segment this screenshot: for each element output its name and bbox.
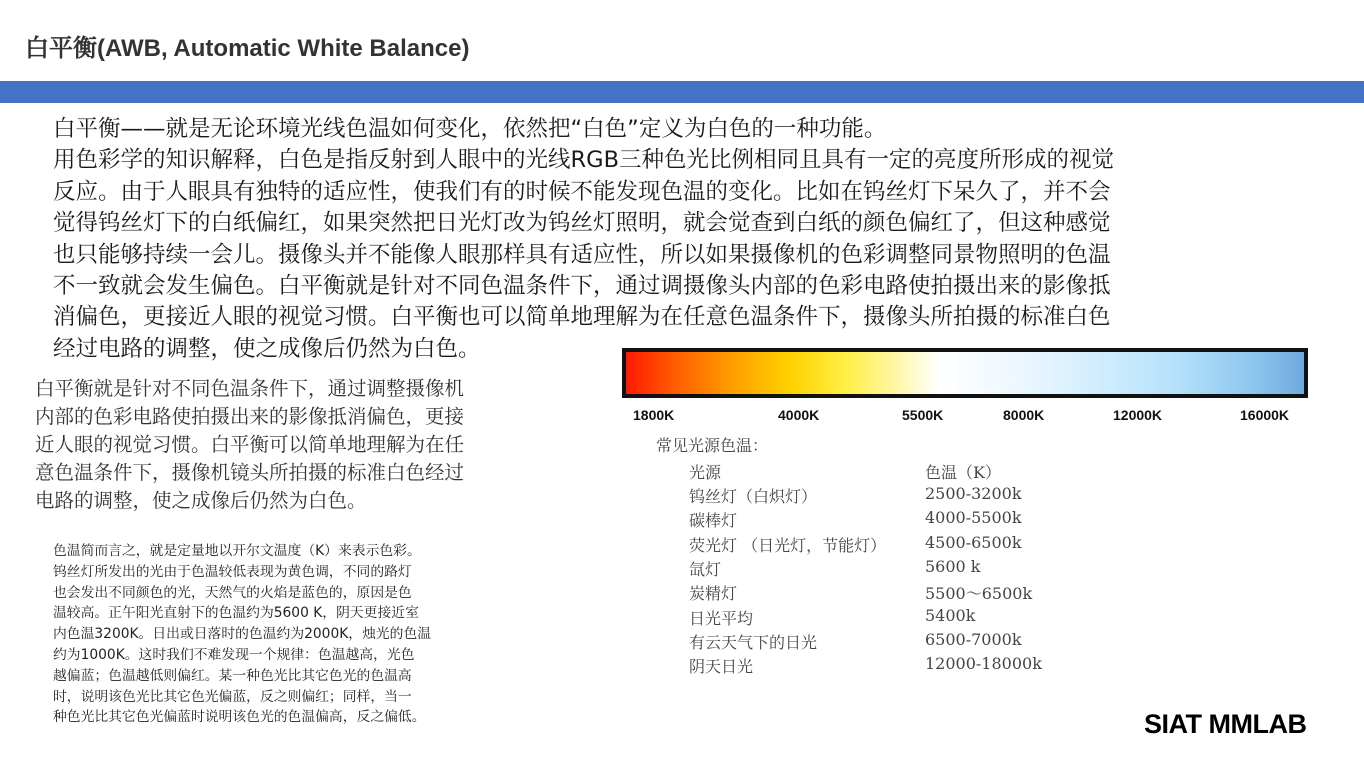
slide-title: 白平衡(AWB, Automatic White Balance) — [25, 35, 470, 62]
table-row — [689, 630, 1309, 654]
summary-paragraph-line: 白平衡就是针对不同色温条件下，通过调整摄像机 — [35, 377, 465, 400]
color-temperature-figure — [620, 345, 1315, 685]
row-temperature: 6500-7000k — [925, 630, 1022, 649]
main-paragraph-line: 白平衡——就是无论环境光线色温如何变化，依然把“白色”定义为白色的一种功能。 — [53, 116, 887, 142]
detail-paragraph-line: 钨丝灯所发出的光由于色温较低表现为黄色调，不同的路灯 — [53, 563, 412, 580]
light-source-table-title: 常见光源色温： — [656, 436, 769, 455]
detail-paragraph-line: 色温简而言之，就是定量地以开尔文温度（K）来表示色彩。 — [53, 543, 421, 559]
title-divider-bar — [0, 81, 1364, 103]
row-temperature: 5500～6500k — [925, 584, 1033, 603]
detail-paragraph-line: 内色温3200K。日出或日落时的色温约为2000K，烛光的色温 — [53, 626, 432, 643]
table-row — [689, 508, 1309, 532]
table-row — [689, 533, 1309, 557]
main-paragraph-line: 反应。由于人眼具有独特的适应性，使我们有的时候不能发现色温的变化。比如在钨丝灯下呆久了，并不会 — [53, 178, 1111, 205]
light-source-table-header — [689, 460, 1309, 484]
main-paragraph-line: 也只能够持续一会儿。摄像头并不能像人眼那样具有适应性，所以如果摄像机的色彩调整同景物照明的色温 — [53, 241, 1111, 268]
row-source: 炭精灯 — [689, 584, 738, 603]
table-row — [689, 606, 1309, 630]
scale-label-16000k: 16000K — [1240, 407, 1290, 423]
row-source: 日光平均 — [689, 609, 754, 628]
summary-paragraph — [35, 375, 545, 515]
row-source: 钨丝灯（白炽灯） — [689, 487, 818, 506]
summary-paragraph-line: 内部的色彩电路使拍摄出来的影像抵消偏色，更接 — [35, 405, 465, 428]
row-source: 氙灯 — [689, 560, 722, 579]
header-source: 光源 — [689, 463, 722, 482]
row-source: 阴天日光 — [689, 657, 754, 676]
scale-label-8000k: 8000K — [1003, 407, 1045, 423]
row-source: 有云天气下的日光 — [689, 633, 818, 652]
table-row — [689, 557, 1309, 581]
scale-label-4000k: 4000K — [778, 407, 820, 423]
lab-logo-text: SIAT MMLAB — [1144, 709, 1307, 739]
row-temperature: 5400k — [925, 606, 976, 625]
detail-paragraph-line: 也会发出不同颜色的光，天然气的火焰是蓝色的，原因是色 — [53, 584, 412, 601]
summary-paragraph-line: 近人眼的视觉习惯。白平衡可以简单地理解为在任 — [35, 433, 465, 456]
main-paragraph-line: 经过电路的调整，使之成像后仍然为白色。 — [53, 335, 481, 362]
detail-paragraph-line: 越偏蓝；色温越低则偏红。某一种色光比其它色光的色温高 — [53, 667, 412, 684]
detail-paragraph-line: 种色光比其它色光偏蓝时说明该色光的色温偏高，反之偏低。 — [53, 709, 426, 726]
scale-label-1800k: 1800K — [633, 407, 675, 423]
row-temperature: 2500-3200k — [925, 484, 1022, 503]
header-temperature: 色温（K） — [925, 463, 1001, 482]
main-paragraph — [53, 114, 1265, 365]
detail-paragraph-line: 温较高。正午阳光直射下的色温约为5600 K，阴天更接近室 — [53, 605, 419, 622]
main-paragraph-line: 觉得钨丝灯下的白纸偏红，如果突然把日光灯改为钨丝灯照明，就会觉查到白纸的颜色偏红了，但这种感觉 — [53, 210, 1111, 237]
table-row — [689, 484, 1309, 508]
summary-paragraph-line: 电路的调整，使之成像后仍然为白色。 — [35, 489, 367, 512]
row-temperature: 12000-18000k — [925, 654, 1042, 673]
scale-label-12000k: 12000K — [1113, 407, 1163, 423]
detail-paragraph-line: 时，说明该色光比其它色光偏蓝，反之则偏红；同样，当一 — [53, 688, 412, 705]
scale-label-5500k: 5500K — [902, 407, 944, 423]
row-temperature: 5600 k — [925, 557, 981, 576]
main-paragraph-line: 不一致就会发生偏色。白平衡就是针对不同色温条件下，通过调摄像头内部的色彩电路使拍摄出来的影像抵 — [53, 273, 1111, 300]
detail-paragraph-line: 约为1000K。这时我们不难发现一个规律：色温越高，光色 — [53, 646, 415, 663]
row-source: 荧光灯 （日光灯，节能灯） — [689, 536, 887, 555]
row-temperature: 4000-5500k — [925, 508, 1022, 527]
row-source: 碳棒灯 — [689, 511, 738, 530]
color-temperature-gradient-bar — [622, 348, 1308, 398]
main-paragraph-line: 用色彩学的知识解释，白色是指反射到人眼中的光线RGB三种色光比例相同且具有一定的亮度所形成的视觉 — [53, 147, 1115, 174]
row-temperature: 4500-6500k — [925, 533, 1022, 552]
summary-paragraph-line: 意色温条件下，摄像机镜头所拍摄的标准白色经过 — [35, 461, 465, 484]
detail-paragraph — [53, 541, 523, 728]
table-row — [689, 581, 1309, 605]
main-paragraph-line: 消偏色，更接近人眼的视觉习惯。白平衡也可以简单地理解为在任意色温条件下，摄像头所拍摄的标准白色 — [53, 304, 1111, 331]
table-row — [689, 654, 1309, 678]
